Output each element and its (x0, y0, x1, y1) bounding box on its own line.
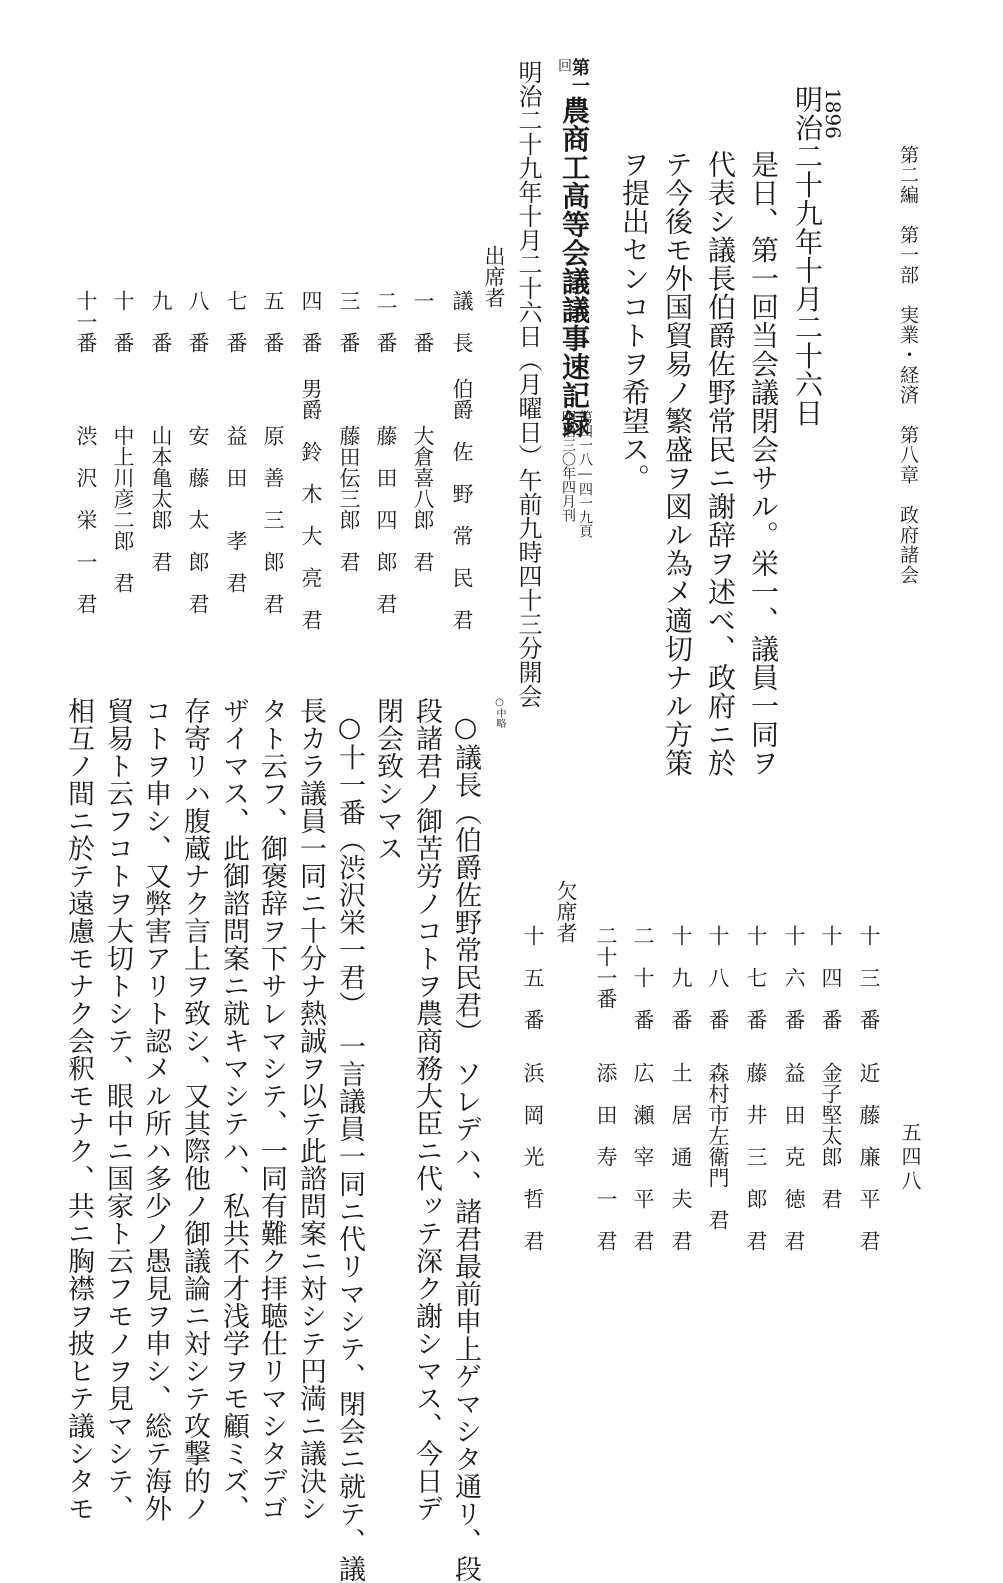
omission-mark: ○中略 (494, 697, 505, 728)
attendee-number: 議 長 (450, 290, 474, 353)
running-head: 第二編 第一部 実業・経済 第八章 政府諸会 (897, 145, 919, 585)
speech-line: ザイマス、此御諮問案ニ就キマシテハ、私共不才浅学ヲモ顧ミズ、 (218, 697, 249, 1522)
entry-line-4: ヲ提出センコトヲ希望ス。 (618, 150, 651, 492)
speech-line: 存寄リハ腹蔵ナク言上ヲ致シ、又其際他ノ御議論ニ対シテ攻撃的ノ (179, 697, 210, 1522)
source-ref-1: 第四一八―四一九頁 (577, 410, 593, 538)
attendee-name: 渋 沢 栄 一 君 (74, 425, 98, 614)
attendee-name: 山本亀太郎 君 (149, 425, 173, 572)
source-prefix-2: 回 (556, 58, 572, 72)
attendee-number: 一 番 (411, 290, 435, 353)
attendee-number: 十一番 (74, 290, 98, 353)
attendee-number: 十 九 番 (669, 925, 693, 1030)
attendee-name: 伯爵 佐 野 常 民 君 (450, 378, 474, 630)
attendee-number: 二十一番 (594, 925, 618, 1009)
speech-line: ○議長（伯爵佐野常民君） ソレデハ、諸君最前申上ゲマシタ通リ、段 (450, 712, 481, 1583)
speech-line: ○十一番（渋沢栄一君） 一言議員一同ニ代リマシテ、閉会ニ就テ、議 (334, 712, 365, 1583)
speech-line: 相互ノ間ニ於テ遠慮モナク会釈モナク、共ニ胸襟ヲ披ヒテ議シタモ (63, 697, 94, 1522)
attendee-name: 益 田 孝 君 (224, 425, 248, 593)
attendee-number: 十 七 番 (744, 925, 768, 1030)
source-prefix-1: 第一 (569, 58, 590, 94)
attendee-number: 四 番 (299, 290, 323, 353)
attendee-number: 十 八 番 (706, 925, 730, 1030)
absent-name: 浜 岡 光 哲 君 (521, 1062, 545, 1251)
speech-line: コトヲ申シ、又弊害アリト認メル所ハ多少ノ愚見ヲ申シ、総テ海外 (140, 697, 171, 1522)
attendee-number: 二 番 (374, 290, 398, 353)
attendee-number: 五 番 (261, 290, 285, 353)
entry-line-3: テ今後モ外国貿易ノ繁盛ヲ図ル為メ適切ナル方策 (661, 150, 694, 777)
attendee-name: 藤 井 三 郎 君 (744, 1062, 768, 1251)
attendee-name: 大倉喜八郎 君 (411, 425, 435, 572)
attendee-number: 十 六 番 (782, 925, 806, 1030)
entry-line-1: 是日、第一回当会議閉会サル。栄一、議員一同ヲ (747, 150, 780, 777)
attendee-number: 十 三 番 (857, 925, 881, 1030)
attendee-number: 十 番 (111, 290, 135, 353)
attendee-name: 藤田伝三郎 君 (337, 425, 361, 572)
absent-number: 十 五 番 (521, 925, 545, 1030)
attendee-name: 中上川彦二郎 君 (111, 425, 135, 593)
attendee-number: 九 番 (149, 290, 173, 353)
attendee-name: 広 瀬 宰 平 君 (631, 1062, 655, 1251)
attendee-name: 藤 田 四 郎 君 (374, 425, 398, 614)
attendee-number: 二 十 番 (631, 925, 655, 1030)
attendee-number: 三 番 (337, 290, 361, 353)
speech-line: 段諸君ノ御苦労ノコトヲ農商務大臣ニ代ッテ深ク謝シマス、今日デ (411, 697, 442, 1522)
attendee-name: 益 田 克 徳 君 (782, 1062, 806, 1251)
entry-line-2: 代表シ議長伯爵佐野常民ニ謝辞ヲ述べ、政府ニ於 (704, 150, 737, 777)
speech-line: タト云フ、御褒辞ヲ下サレマシテ、一同有難ク拝聴仕リマシタデゴ (256, 697, 287, 1522)
source-ref-2: 明治三〇年四月刊 (560, 410, 576, 522)
source-datetime: 明治二十九年十月二十六日（月曜日）午前九時四十三分開会 (514, 60, 542, 708)
speech-line: 貿易ト云フコトヲ大切トシテ、眼中ニ国家ト云フモノヲ見マシテ、 (102, 697, 133, 1522)
speech-line: 閉会致シマス (372, 697, 403, 862)
speech-line: 長カラ議員一同ニ十分ナ熱誠ヲ以テ此諮問案ニ対シテ円満ニ議決シ (295, 697, 326, 1522)
page-number: 五四八 (898, 1122, 922, 1194)
attendee-name: 原 善 三 郎 君 (261, 425, 285, 614)
entry-date: 明治二十九年十月二十六日 (791, 85, 824, 427)
attendee-name: 添 田 寿 一 君 (594, 1062, 618, 1251)
attendance-label: 出席者 (482, 245, 506, 308)
source-title: 農商工高等会議議事速記録 (558, 96, 591, 438)
attendee-number: 十 四 番 (819, 925, 843, 1030)
attendee-name: 近 藤 廉 平 君 (857, 1062, 881, 1251)
attendee-name: 森村市左衛門 君 (706, 1062, 730, 1230)
attendee-name: 男爵 鈴 木 大 亮 君 (299, 378, 323, 630)
attendee-number: 七 番 (224, 290, 248, 353)
attendee-name: 安 藤 太 郎 君 (186, 425, 210, 614)
absent-label: 欠席者 (554, 880, 578, 943)
attendee-name: 金子堅太郎 君 (819, 1062, 843, 1209)
entry-year-ad: 1896 (821, 88, 845, 139)
attendee-number: 八 番 (186, 290, 210, 353)
attendee-name: 土 居 通 夫 君 (669, 1062, 693, 1251)
